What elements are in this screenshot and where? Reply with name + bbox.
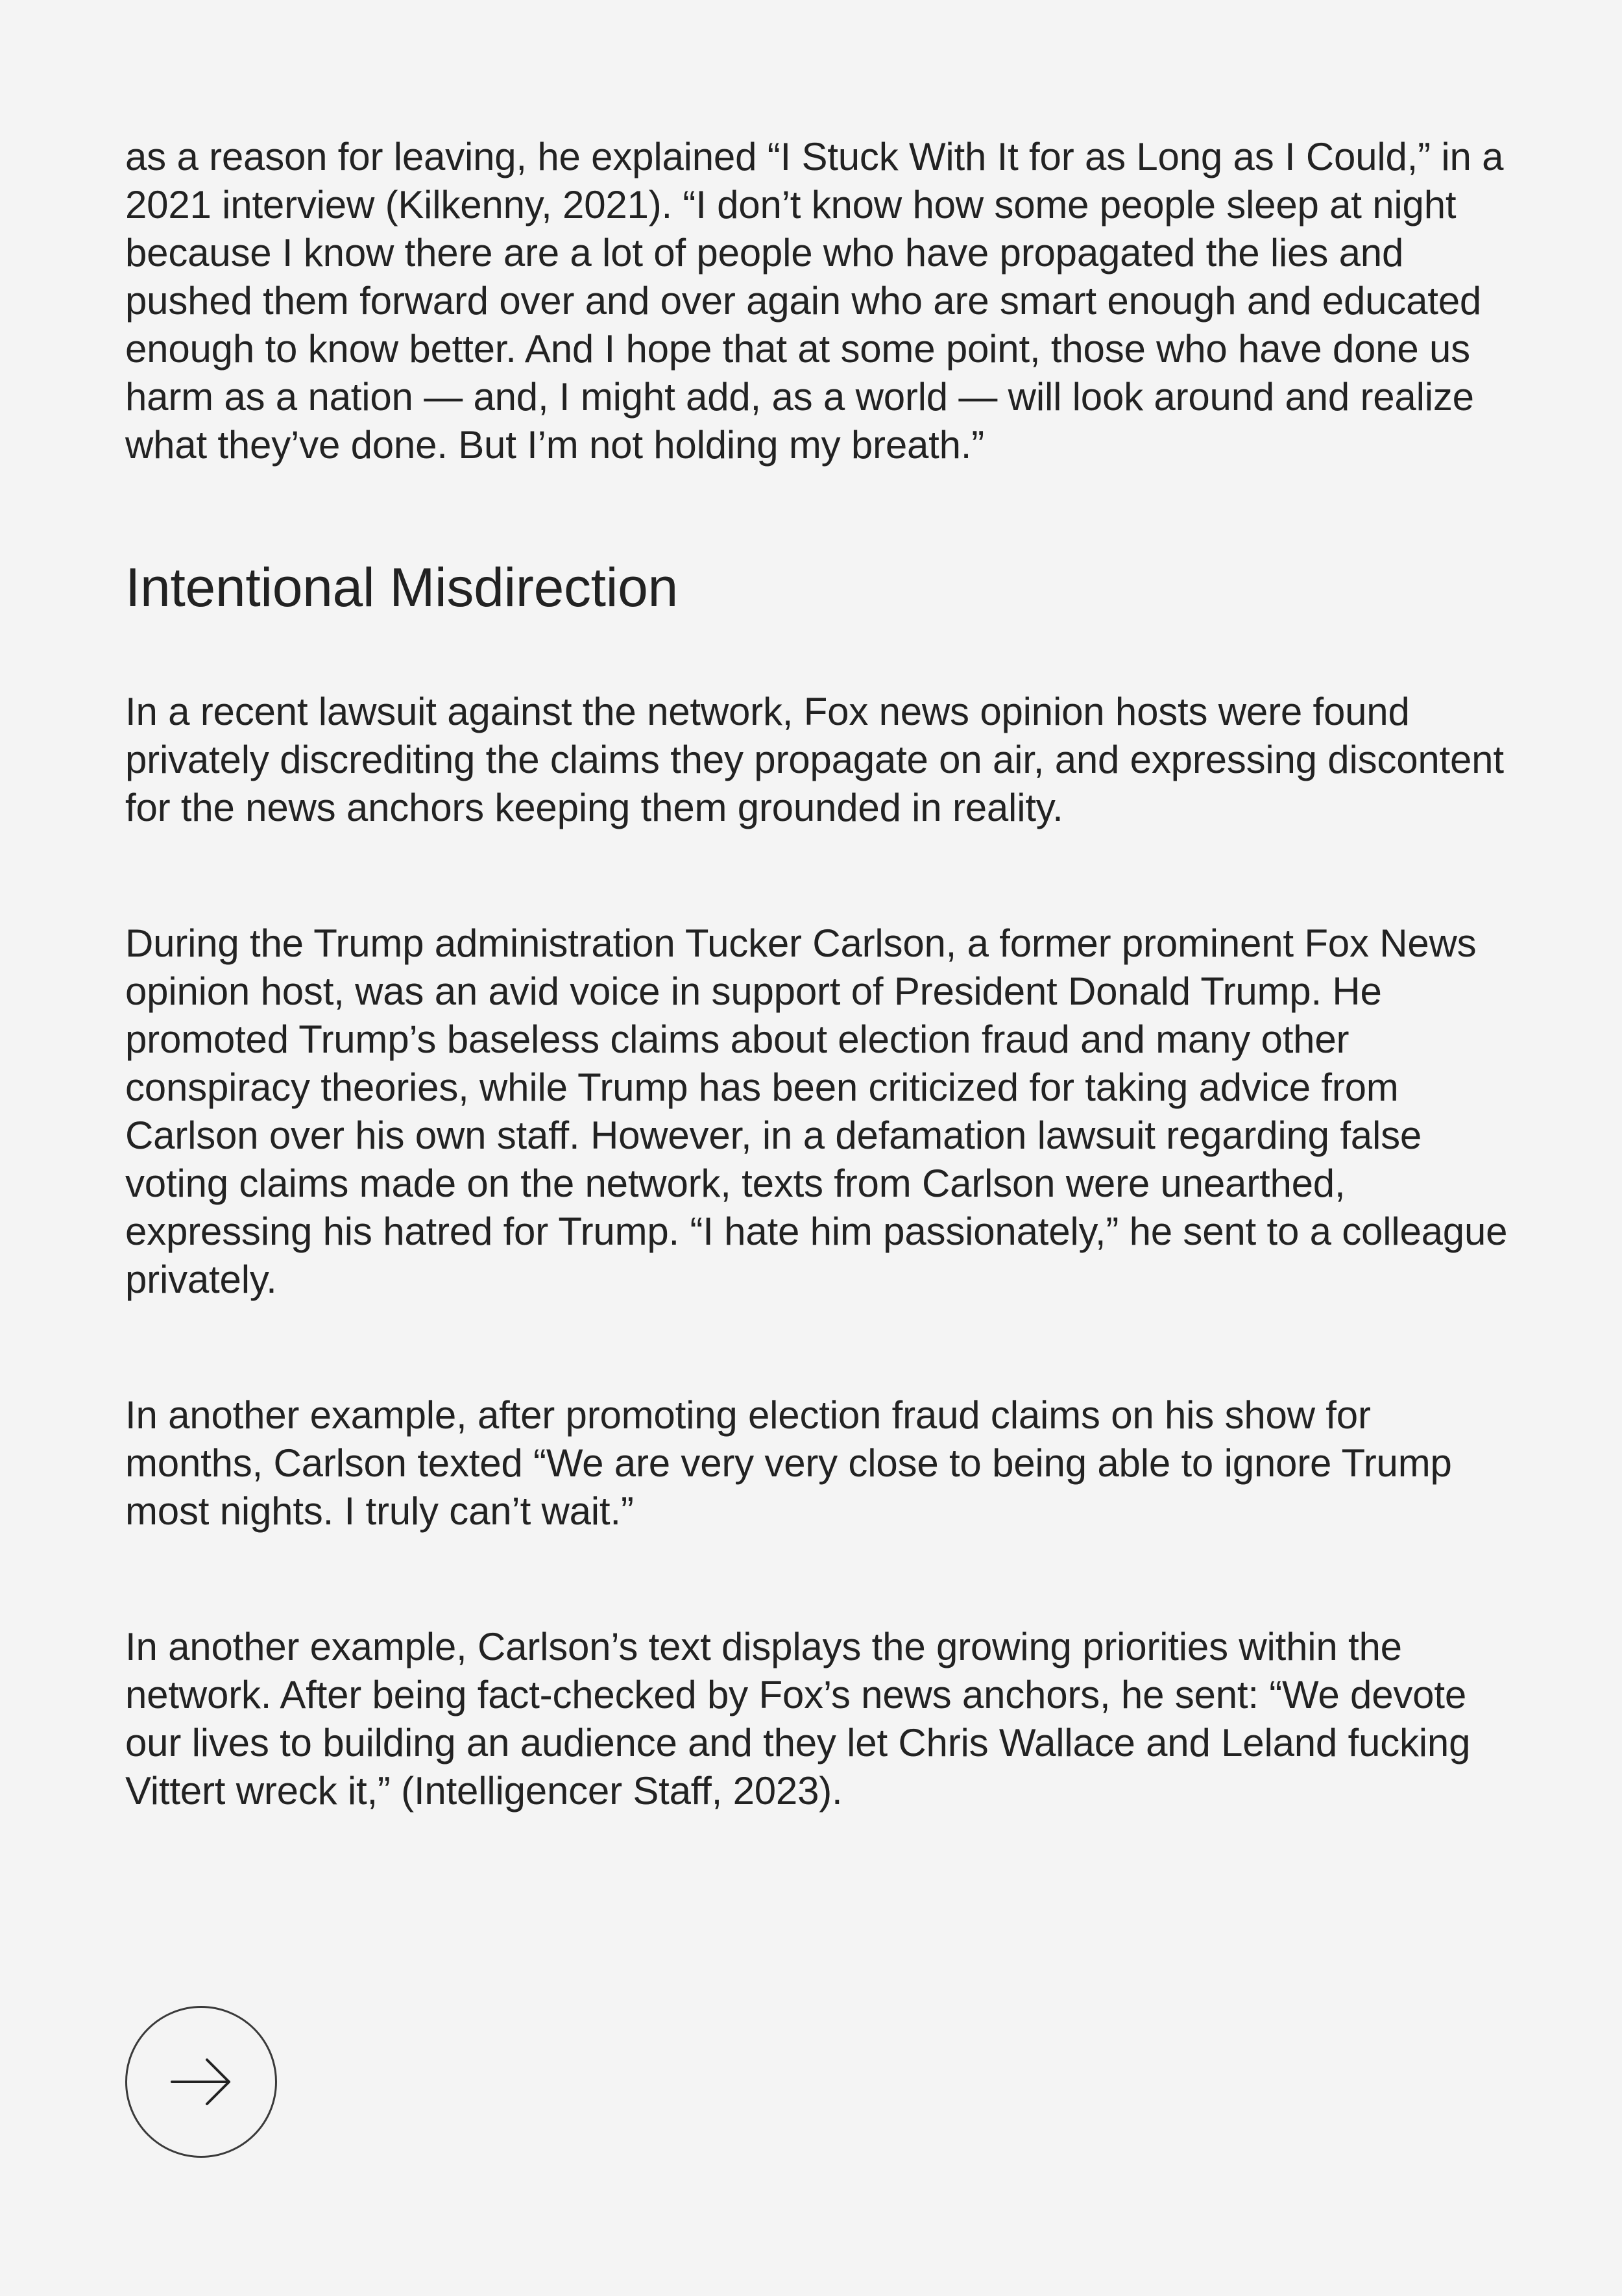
paragraph-lawsuit: In a recent lawsuit against the network, Fox news opinion hosts were found privately discrediting the claims they propagate on air, and expressing discontent for the news anchors keeping them grounded in reality. xyxy=(125,690,1504,829)
section-heading: Intentional Misdirection xyxy=(125,557,678,618)
article-body xyxy=(125,133,1514,1815)
paragraph-carlson-trump: During the Trump administration Tucker Carlson, a former prominent Fox News opinion host, was an avid voice in support of President Donald Trump. He promoted Trump’s baseless claims about election fraud and many other conspiracy theories, while Trump has been criticized for taking advice from Carlson over his own staff. However, in a defamation lawsuit regarding false voting claims made on the network, texts from Carlson were unearthed, expressing his hatred for Trump. “I hate him passionately,” he sent to a colleague privately. xyxy=(125,922,1508,1301)
next-page-button[interactable] xyxy=(125,2006,277,2158)
intro-paragraph: as a reason for leaving, he explained “I Stuck With It for as Long as I Could,” in a 2021 interview (Kilkenny, 2021). “I don’t know how some people sleep at night because I know there are a lot of people who have propagated the lies and pushed them forward over and over again who are smart enough and educated enough to know better. And I hope that at some point, those who have done us harm as a nation — and, I might add, as a world — will look around and realize what they’ve done. But I’m not holding my breath.” xyxy=(125,135,1504,467)
arrow-right-icon xyxy=(169,2057,233,2107)
paragraph-ignore-trump: In another example, after promoting election fraud claims on his show for months, Carlson texted “We are very very close to being able to ignore Trump most nights. I truly can’t wait.” xyxy=(125,1393,1452,1533)
paragraph-priorities: In another example, Carlson’s text displays the growing priorities within the network. After being fact-checked by Fox’s news anchors, he sent: “We devote our lives to building an audience and they let Chris Wallace and Leland fucking Vittert wreck it,” (Intelligencer Staff, 2023). xyxy=(125,1625,1471,1813)
